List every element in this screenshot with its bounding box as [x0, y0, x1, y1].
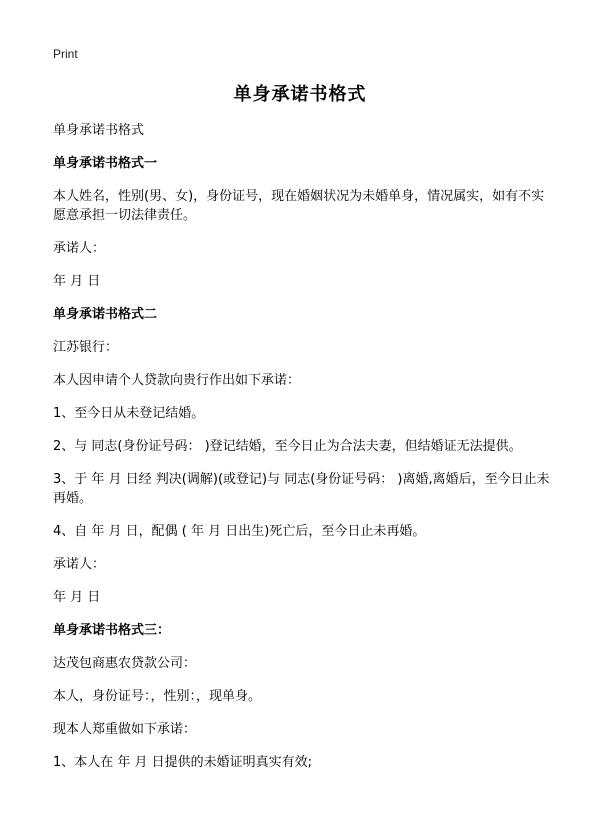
- list-item: 1、本人在 年 月 日提供的未婚证明真实有效;: [53, 755, 313, 770]
- paragraph: 本人因申请个人贷款向贵行作出如下承诺：: [53, 373, 301, 388]
- section-heading-format-3: 单身承诺书格式三：: [53, 623, 171, 638]
- list-item: 3、于 年 月 日经 判决(调解)(或登记)与 同志(身份证号码： )离婚,离婚后，至今日止未再婚。: [53, 472, 550, 506]
- paragraph: 现本人郑重做如下承诺：: [53, 722, 197, 737]
- print-link[interactable]: Print: [53, 47, 78, 61]
- list-item: 2、与 同志(身份证号码： )登记结婚，至今日止为合法夫妻，但结婚证无法提供。: [53, 439, 522, 454]
- section-heading-format-1: 单身承诺书格式一: [53, 156, 158, 171]
- paragraph: 本人姓名，性别(男、女)，身份证号，现在婚姻状况为未婚单身，情况属实，如有不实愿意承担一切法律责任。: [53, 189, 545, 223]
- document-body: [53, 121, 553, 786]
- list-item: 1、至今日从未登记结婚。: [53, 406, 205, 421]
- paragraph-signatory: 承诺人：: [53, 557, 106, 572]
- paragraph-addressee: 达茂包商惠农贷款公司：: [53, 656, 197, 671]
- paragraph-date: 年 月 日: [53, 590, 101, 605]
- paragraph-addressee: 江苏银行：: [53, 340, 119, 355]
- paragraph-date: 年 月 日: [53, 274, 101, 289]
- paragraph-signatory: 承诺人：: [53, 241, 106, 256]
- section-heading-format-2: 单身承诺书格式二: [53, 307, 158, 322]
- document-title: 单身承诺书格式: [233, 84, 367, 105]
- paragraph-subtitle: 单身承诺书格式: [53, 123, 145, 138]
- list-item: 4、自 年 月 日，配偶 ( 年 月 日出生)死亡后，至今日止未再婚。: [53, 524, 426, 539]
- paragraph: 本人，身份证号：，性别：，现单身。: [53, 689, 262, 704]
